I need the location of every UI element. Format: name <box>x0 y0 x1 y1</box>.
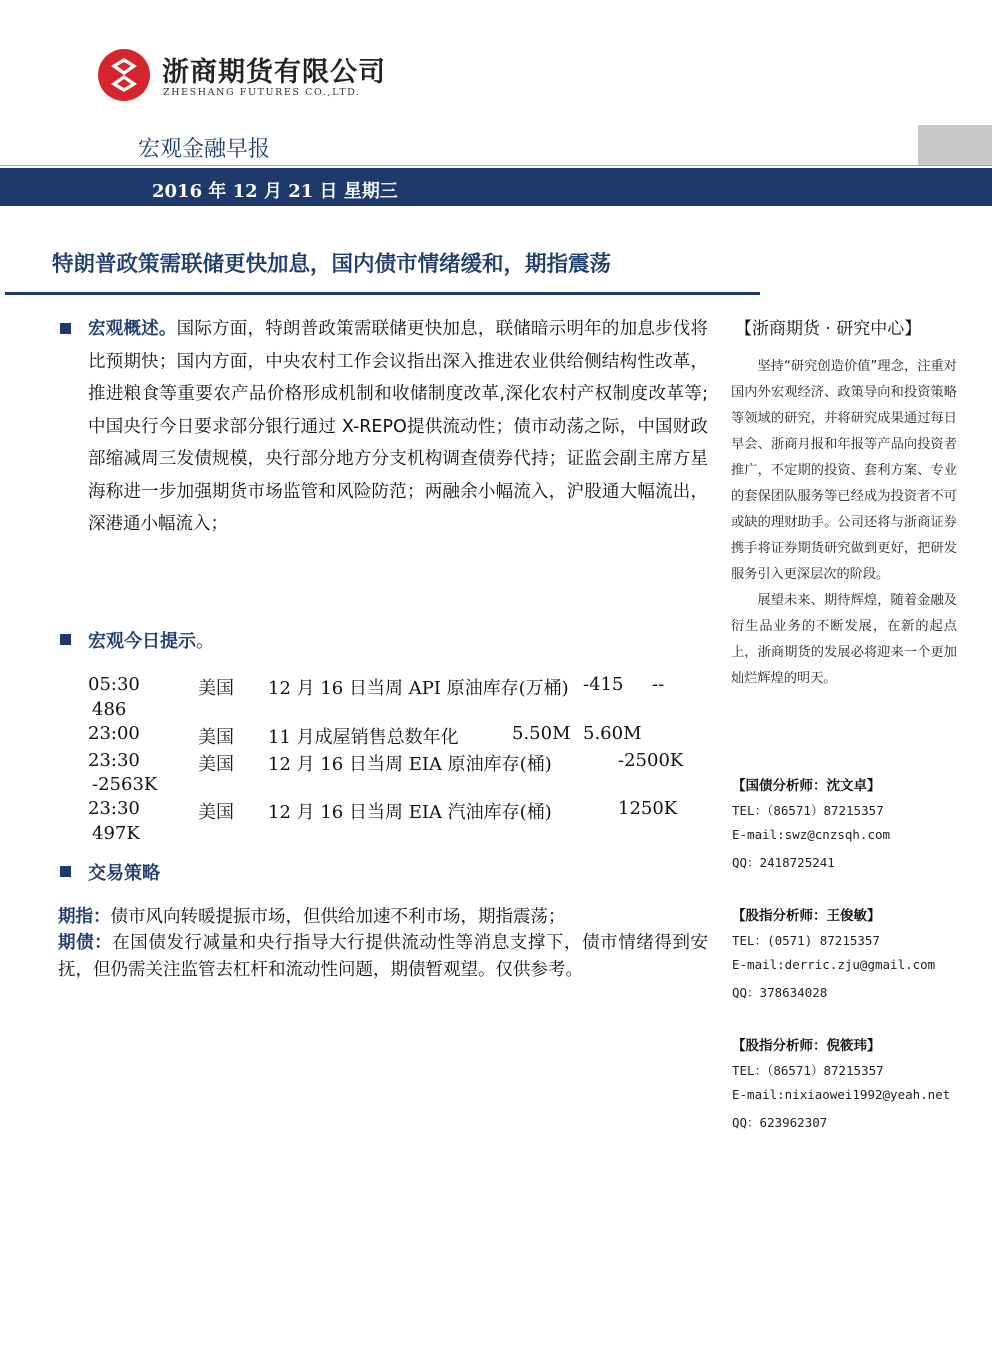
zheshang-logo-icon <box>97 48 151 102</box>
company-name-cn: 浙商期货有限公司 <box>162 57 386 88</box>
analyst-email: E-mail:derric.zju@gmail.com <box>732 957 936 972</box>
company-name-en: ZHESHANG FUTURES CO.,LTD. <box>163 87 361 98</box>
event-actual: -2500K <box>618 750 684 771</box>
event-country: 美国 <box>198 754 234 775</box>
macro-overview-paragraph <box>88 313 708 541</box>
overview-line: 场监管和风险防范；两融余小幅流入，沪股通大幅流出，深港通小幅流 <box>88 481 709 534</box>
sidebar-title: 【浙商期货 · 研究中心】 <box>735 319 922 339</box>
strategy-bond-key: 期债： <box>58 933 113 953</box>
overview-line: 地方分支机构调查债券代持；证监会副主席方星海称进一步加强期货市 <box>88 449 709 502</box>
event-time: 23:30 <box>88 750 140 771</box>
bullet-square-icon <box>60 323 71 334</box>
analyst-tel: TEL：（86571）87215357 <box>732 803 884 818</box>
headline-underline <box>5 292 760 295</box>
analyst-tel: TEL：(0571) 87215357 <box>732 933 880 948</box>
overview-line: 给侧结构性改革，推进粮食等重要农产品价格形成机制和收储制度改 <box>88 351 709 404</box>
analyst-qq: QQ：378634028 <box>732 985 828 1000</box>
event-extra: 497K <box>92 823 140 844</box>
event-name: 11 月成屋销售总数年化 <box>268 727 459 748</box>
analyst-heading: 【国债分析师：沈文卓】 <box>732 778 881 794</box>
strategy-heading: 交易策略 <box>88 863 160 884</box>
bullet-square-icon <box>60 866 71 877</box>
report-date: 2016 年 12 月 21 日 星期三 <box>152 181 398 202</box>
overview-line: 国际方面，特朗普政策需联储更快加息，联储暗示明年的加 <box>176 319 638 339</box>
event-previous: 5.60M <box>583 723 642 744</box>
analyst-qq: QQ：2418725241 <box>732 855 835 870</box>
sidebar-intro-paragraph: 坚持“研究创造价值”理念，注重对国内外宏观经济、政策导向和投资策略等领域的研究，并将研究成果通过每日早会、浙商月报和年报等产品向投资者推广，不定期的投资、套利方案、专业的套保团队服务等已经成为投资者不可或缺的理财助手。公司还将与浙商证券携手将证券期货研究做到更好，把研发服务引入更深层次的阶段。 <box>731 359 957 582</box>
event-extra: 486 <box>92 699 127 720</box>
bullet-square-icon <box>60 634 71 645</box>
strategy-bond-paragraph <box>58 930 708 983</box>
analyst-qq: QQ：623962307 <box>732 1115 828 1130</box>
overview-line: 革,深化农村产权制度改革等;中国央行今日要求部分银行通过 X-REPO <box>88 384 708 437</box>
event-name: 12 月 16 日当周 EIA 汽油库存(桶) <box>268 802 552 823</box>
event-country: 美国 <box>198 727 234 748</box>
overview-line: 入； <box>193 514 228 534</box>
overview-line: 提供流动性；债市动荡之际，中国财政部缩减周三发债规模，央行部分 <box>88 416 708 469</box>
today-tips-dot: 。 <box>196 631 214 652</box>
strategy-index-paragraph <box>58 904 708 931</box>
today-tips-title: 宏观今日提示 <box>88 631 196 652</box>
macro-overview-lead: 宏观概述。 <box>88 319 177 339</box>
event-time: 23:30 <box>88 798 140 819</box>
strategy-bond-line: 考。 <box>548 959 583 980</box>
today-tips-heading <box>88 627 214 653</box>
analyst-email: E-mail:nixiaowei1992@yeah.net <box>732 1087 951 1102</box>
event-country: 美国 <box>198 802 234 823</box>
date-banner <box>0 168 992 206</box>
strategy-index-key: 期指： <box>58 907 111 927</box>
event-name: 12 月 16 日当周 EIA 原油库存(桶) <box>268 754 552 775</box>
header-grey-block <box>918 125 992 165</box>
event-time: 05:30 <box>88 674 140 695</box>
sidebar-intro <box>731 354 957 692</box>
analyst-email: E-mail:swz@cnzsqh.com <box>732 827 891 842</box>
event-name: 12 月 16 日当周 API 原油库存(万桶) <box>268 678 569 699</box>
strategy-bond-line: 在国债发行减量和央行指导大行提供流动性等消息支撑下，债市情 <box>112 933 637 953</box>
overview-line: 息步伐将比预期快；国内方面，中央农村工作会议指出深入推进农业供 <box>88 319 709 372</box>
event-actual: 5.50M <box>512 723 571 744</box>
analyst-heading: 【股指分析师：王俊敏】 <box>732 908 881 924</box>
analyst-tel: TEL：（86571）87215357 <box>732 1063 884 1078</box>
header-divider <box>0 165 992 166</box>
event-time: 23:00 <box>88 723 140 744</box>
event-country: 美国 <box>198 678 234 699</box>
report-type-title: 宏观金融早报 <box>138 137 271 162</box>
analyst-heading: 【股指分析师：倪筱玮】 <box>732 1038 881 1054</box>
event-previous: -- <box>652 674 665 695</box>
sidebar-outlook-paragraph: 展望未来、期待辉煌，随着金融及衍生品业务的不断发展，在新的起点上，浙商期货的发展必将迎来一个更加灿烂辉煌的明天。 <box>731 593 957 686</box>
strategy-bond-line: 绪得到安抚，但仍需关注监管去杠杆和流动性问题，期债暂观望。仅供参 <box>58 933 709 980</box>
report-headline: 特朗普政策需联储更快加息，国内债市情绪缓和，期指震荡 <box>52 252 612 277</box>
event-actual: 1250K <box>618 798 678 819</box>
event-actual: -415 <box>583 674 624 695</box>
event-extra: -2563K <box>92 774 158 795</box>
strategy-index-text: 债市风向转暖提振市场，但供给加速不利市场，期指震荡； <box>110 907 566 927</box>
